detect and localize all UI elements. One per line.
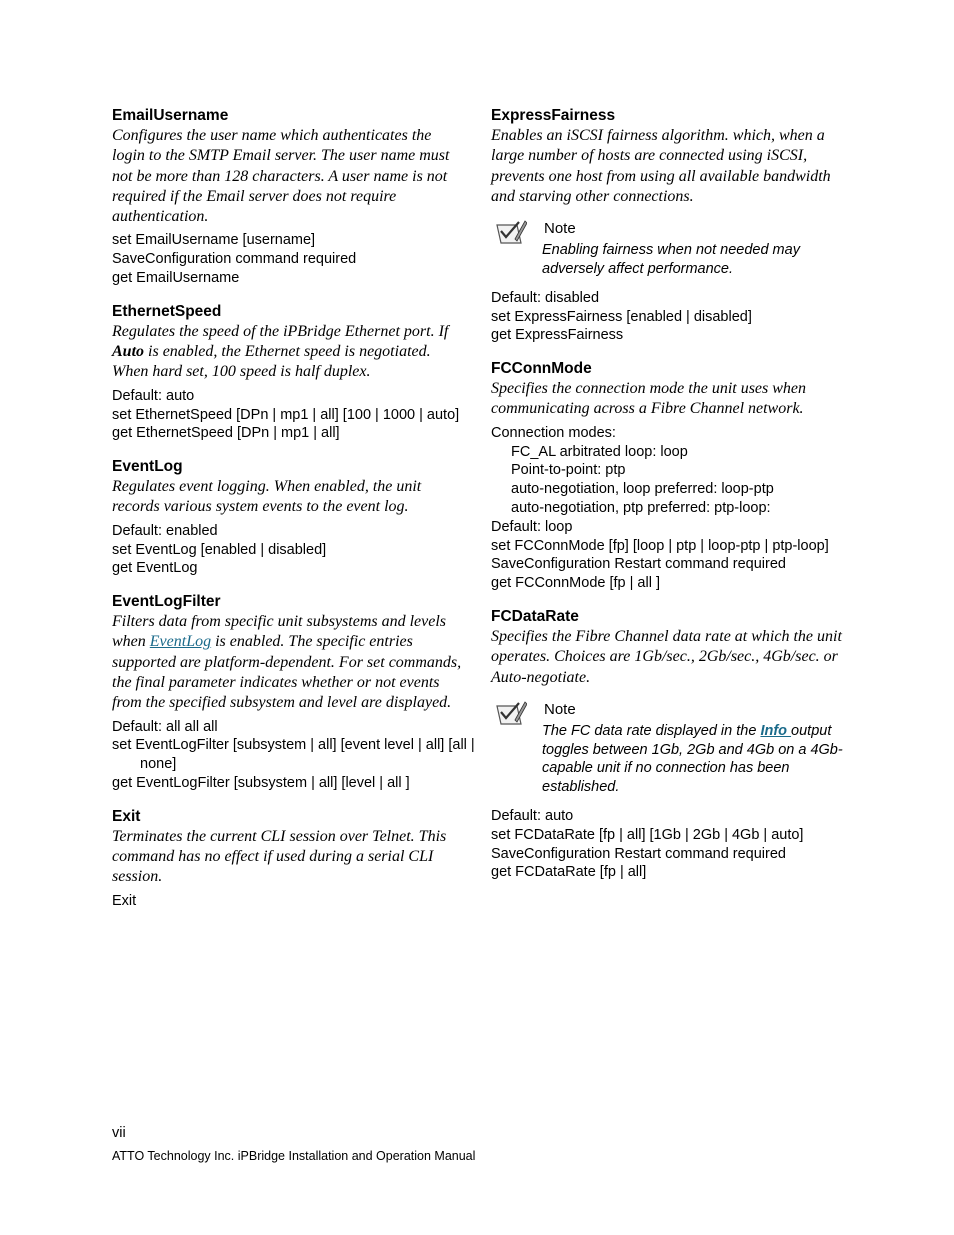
command-lines (491, 807, 846, 882)
section-title: Exit (112, 807, 141, 825)
section-title: FCDataRate (491, 607, 579, 625)
note-box (491, 700, 846, 797)
command-line: set ExpressFairness [enabled | disabled] (491, 308, 752, 325)
section-event-log (112, 457, 464, 578)
section-event-log-filter (112, 592, 475, 793)
command-line: get EmailUsername (112, 270, 240, 287)
command-line: get ExpressFairness (491, 327, 624, 344)
note-box (491, 219, 846, 279)
command-line: Default: auto (491, 808, 574, 825)
section-title: EthernetSpeed (112, 302, 222, 320)
note-title: Note (544, 700, 576, 718)
command-line: set EventLogFilter [subsystem | all] [event level | all] [all | (112, 737, 475, 754)
command-line: SaveConfiguration Restart command required (491, 845, 786, 862)
command-line: Default: disabled (491, 289, 600, 306)
modes-label: Connection modes: (491, 424, 616, 441)
mode-item: Point-to-point: ptp (511, 462, 626, 479)
left-column (112, 106, 475, 925)
section-fc-conn-mode (491, 359, 846, 593)
section-express-fairness (491, 106, 846, 345)
command-line-continuation: none] (140, 756, 177, 773)
command-lines (491, 289, 846, 345)
section-description: Specifies the Fibre Channel data rate at which the unit operates. Choices are 1Gb/sec., 2Gb/sec., 4Gb/sec. or Auto-negotiate. (491, 627, 842, 686)
command-line: Default: loop (491, 518, 573, 535)
right-column (491, 106, 846, 896)
desc-text: Regulates the speed of the iPBridge Ethernet port. If (112, 322, 449, 340)
mode-item: FC_AL arbitrated loop: loop (511, 443, 688, 460)
command-lines (112, 231, 464, 287)
note-text-part: output toggles between 1Gb, 2Gb and 4Gb on a 4Gb-capable unit if no connection has been established. (542, 722, 843, 796)
section-title: ExpressFairness (491, 107, 616, 124)
section-description: Terminates the current CLI session over Telnet. This command has no effect if used during a serial CLI session. (112, 827, 447, 886)
note-text (542, 722, 846, 797)
section-ethernet-speed (112, 302, 464, 443)
command-line: SaveConfiguration Restart command required (491, 556, 786, 573)
note-pencil-icon (495, 700, 527, 728)
eventlog-link[interactable]: EventLog (149, 633, 212, 651)
mode-item: auto-negotiation, loop preferred: loop-ptp (511, 481, 774, 498)
command-lines (112, 387, 464, 443)
command-line: Exit (112, 892, 137, 909)
command-line: Default: enabled (112, 522, 218, 539)
note-text: Enabling fairness when not needed may adversely affect performance. (542, 242, 800, 277)
info-link[interactable]: Info (760, 722, 792, 739)
section-fc-data-rate (491, 607, 846, 882)
footer-text: ATTO Technology Inc. iPBridge Installation and Operation Manual (112, 1149, 476, 1163)
command-line: get FCDataRate [fp | all] (491, 864, 647, 881)
section-email-username (112, 106, 464, 288)
section-title: EventLog (112, 458, 183, 476)
desc-text: is enabled. The specific entries supported are platform-dependent. For set commands, the final parameter indicates whether or not events from the specified subsystem and level are displayed. (112, 633, 462, 712)
command-line: get EventLog (112, 560, 198, 577)
command-lines (112, 718, 475, 793)
desc-emphasis: Auto (112, 343, 145, 361)
command-line: get EthernetSpeed [DPn | mp1 | all] (112, 425, 340, 442)
command-lines (112, 892, 464, 911)
page-number: vii (112, 1125, 126, 1141)
mode-item: auto-negotiation, ptp preferred: ptp-loop: (511, 499, 771, 516)
section-description (112, 322, 464, 383)
command-line: set EventLog [enabled | disabled] (112, 541, 327, 558)
command-line: get FCConnMode [fp | all ] (491, 575, 660, 592)
section-description: Enables an iSCSI fairness algorithm. which, when a large number of hosts are connected using iSCSI, prevents one host from using all available bandwidth and starving other connections. (491, 127, 831, 205)
command-line: set EmailUsername [username] (112, 232, 316, 249)
command-line: set FCConnMode [fp] [loop | ptp | loop-ptp | ptp-loop] (491, 537, 829, 554)
command-line: set FCDataRate [fp | all] [1Gb | 2Gb | 4Gb | auto] (491, 826, 804, 843)
command-lines (112, 522, 464, 578)
note-text-part: The FC data rate displayed in the (542, 722, 761, 739)
section-description (112, 612, 464, 713)
section-title: EmailUsername (112, 107, 229, 124)
command-line: set EthernetSpeed [DPn | mp1 | all] [100 | 1000 | auto] (112, 406, 460, 423)
section-title: FCConnMode (491, 360, 592, 378)
command-line: get EventLogFilter [subsystem | all] [level | all ] (112, 775, 410, 792)
note-pencil-icon (495, 219, 527, 247)
section-description: Regulates event logging. When enabled, the unit records various system events to the event log. (112, 478, 422, 516)
desc-text: is enabled, the Ethernet speed is negotiated. When hard set, 100 speed is half duplex. (112, 343, 431, 381)
desc-text: Filters data from specific unit subsystems and levels when (112, 613, 447, 651)
section-exit (112, 807, 464, 911)
command-lines (491, 424, 846, 593)
command-line: Default: auto (112, 387, 195, 404)
command-line: SaveConfiguration command required (112, 251, 357, 268)
section-description: Specifies the connection mode the unit uses when communicating across a Fibre Channel network. (491, 380, 807, 418)
note-title: Note (544, 220, 576, 238)
command-line: Default: all all all (112, 718, 218, 735)
section-description: Configures the user name which authenticates the login to the SMTP Email server. The user name must not be more than 128 characters. A user name is not required if the Email server does not require authentication. (112, 127, 450, 226)
section-title: EventLogFilter (112, 593, 221, 611)
